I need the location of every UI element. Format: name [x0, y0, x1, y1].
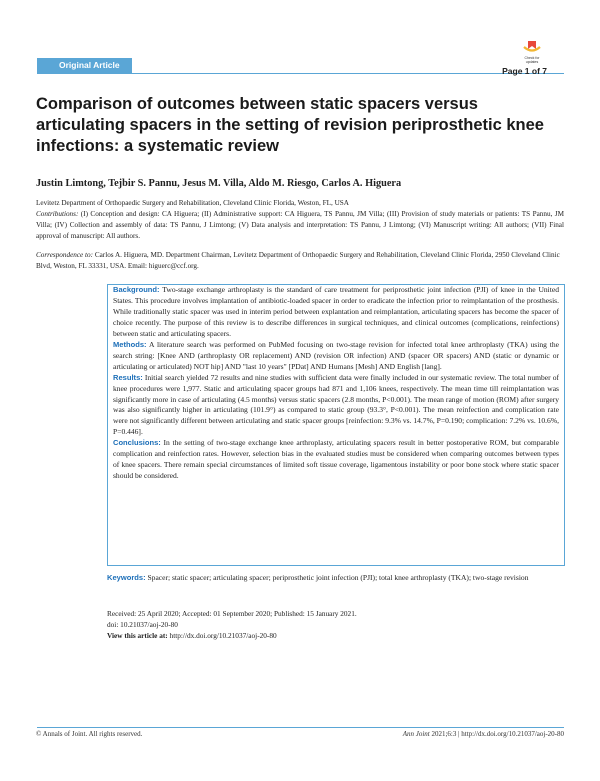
affiliation: Levitetz Department of Orthopaedic Surgery and Rehabilitation, Cleveland Clinic Florida, Weston, FL, USA: [36, 199, 349, 207]
results-text: Initial search yielded 72 results and nine studies with sufficient data were finally included in our systematic review. The total number of knee procedures were 1,977. Static and articulating spacer groups had 871 and 1,106 knees, respectively. The mean time till reimplantation was significantly more in case of articulating (4.5 months) versus static spacers (2.8 months, P<0.001). The mean range of motion (ROM) after surgery was also significantly higher in articulating (101.9°) as compared to static group (93.3°, P<0.001). The mean reinfection and complication rate were not significantly different between articulating and static spacer groups [reinfection: 9.3% vs. 14.7%, P=0.190; complication: 7.2% vs. 10.6%, P=0.446].: [113, 372, 559, 437]
correspondence-text: Carlos A. Higuera, MD. Department Chairman, Levitetz Department of Orthopaedic Surgery and Rehabilitation, Cleveland Clinic Florida, 2950 Cleveland Clinic Blvd, Weston, FL 33331, USA. Email: higuerc@ccf.org.: [36, 251, 560, 270]
keywords-label: Keywords:: [107, 573, 146, 582]
article-type-badge: Original Article: [37, 58, 132, 73]
results-label: Results:: [113, 372, 143, 382]
check-updates-line1: Check for: [524, 56, 540, 60]
abstract-methods: [113, 340, 559, 373]
conclusions-text: In the setting of two-stage exchange knee arthroplasty, articulating spacers result in better postoperative ROM, but comparable complication and reinfection rates. However, selection bias in the evaluated studies must be considered when comparing outcomes between types of knee spacers. There remain special circumstances of limited soft tissue coverage, ligamentous instability or poor bone stock where static spacer should be considered.: [113, 438, 559, 481]
article-title: Comparison of outcomes between static spacers versus articulating spacers in the setting of revision periprosthetic knee infections: a systematic review: [36, 95, 544, 155]
footer-citation: [403, 730, 564, 738]
contributions-text: (I) Conception and design: CA Higuera; (II) Administrative support: CA Higuera, TS Pannu, JM Villa; (III) Provision of study materials or patients: TS Pannu, JM Villa; (IV) Collection and assembly of data: TS Pannu, J Limtong; (V) Data analysis and interpretation: TS Pannu, J Limtong; (VI) Manuscript writing: All authors; (VII) Final approval of manuscript: All authors.: [36, 210, 564, 240]
publication-dates: [107, 608, 565, 641]
conclusions-label: Conclusions:: [113, 438, 161, 448]
footer-rule: [37, 727, 564, 728]
keywords-text: Spacer; static spacer; articulating spacer; periprosthetic joint infection (PJI); total knee arthroplasty (TKA); two-stage revision: [145, 573, 529, 582]
correspondence: [36, 250, 564, 272]
view-article-label: View this article at:: [107, 631, 168, 640]
footer-copyright: © Annals of Joint. All rights reserved.: [36, 730, 143, 738]
background-text: Two-stage exchange arthroplasty is the standard of care treatment for periprosthetic joint infection (PJI) of knee in the United States. This procedure involves implantation of antibiotic-loaded spacer in order to eradicate the infection prior to reimplantation of the prosthesis. While traditionally static spacer was used in interim period between explantation and reimplantation, articulating spacers has become the spacer of choice recently. The purpose of this review is to describe differences in surgical techniques, and clinical outcomes (complications, reinfections) between static and articulating spacers.: [113, 285, 559, 338]
page-indicator: Page 1 of 7: [502, 66, 547, 76]
view-article-url[interactable]: http://dx.doi.org/10.21037/aoj-20-80: [167, 631, 277, 640]
check-updates-line2: updates: [525, 60, 539, 64]
footer-citation-text[interactable]: 2021;6:3 | http://dx.doi.org/10.21037/aoj-20-80: [429, 730, 564, 738]
methods-label: Methods:: [113, 339, 147, 349]
abstract-results: [113, 373, 559, 439]
view-article-link[interactable]: [107, 630, 565, 641]
received-accepted-published: Received: 25 April 2020; Accepted: 01 September 2020; Published: 15 January 2021.: [107, 609, 357, 618]
correspondence-label: Correspondence to:: [36, 251, 94, 259]
abstract-box: [107, 284, 565, 566]
contributions: [36, 209, 564, 242]
background-label: Background:: [113, 285, 160, 294]
doi[interactable]: doi: 10.21037/aoj-20-80: [107, 620, 178, 629]
abstract-conclusions: [113, 438, 559, 482]
header-rule: [37, 73, 564, 74]
check-for-updates-label[interactable]: [516, 56, 548, 64]
author-list: Justin Limtong, Tejbir S. Pannu, Jesus M. Villa, Aldo M. Riesgo, Carlos A. Higuera: [36, 178, 402, 189]
abstract-background: [113, 285, 559, 340]
footer-journal: Ann Joint: [402, 730, 430, 738]
methods-text: A literature search was performed on PubMed focusing on two-stage revision for infected total knee arthroplasty (TKA) using the search string: [Knee AND (arthroplasty OR replacement) AND (revision OR infection) AND (spacer OR spacers) AND (static or dynamic or articulating or articulated) NOT hip] AND "last 10 years" [PDat] AND Humans [Mesh] AND English [lang].: [113, 339, 559, 371]
contributions-label: Contributions:: [36, 210, 79, 218]
keywords: [107, 572, 565, 583]
